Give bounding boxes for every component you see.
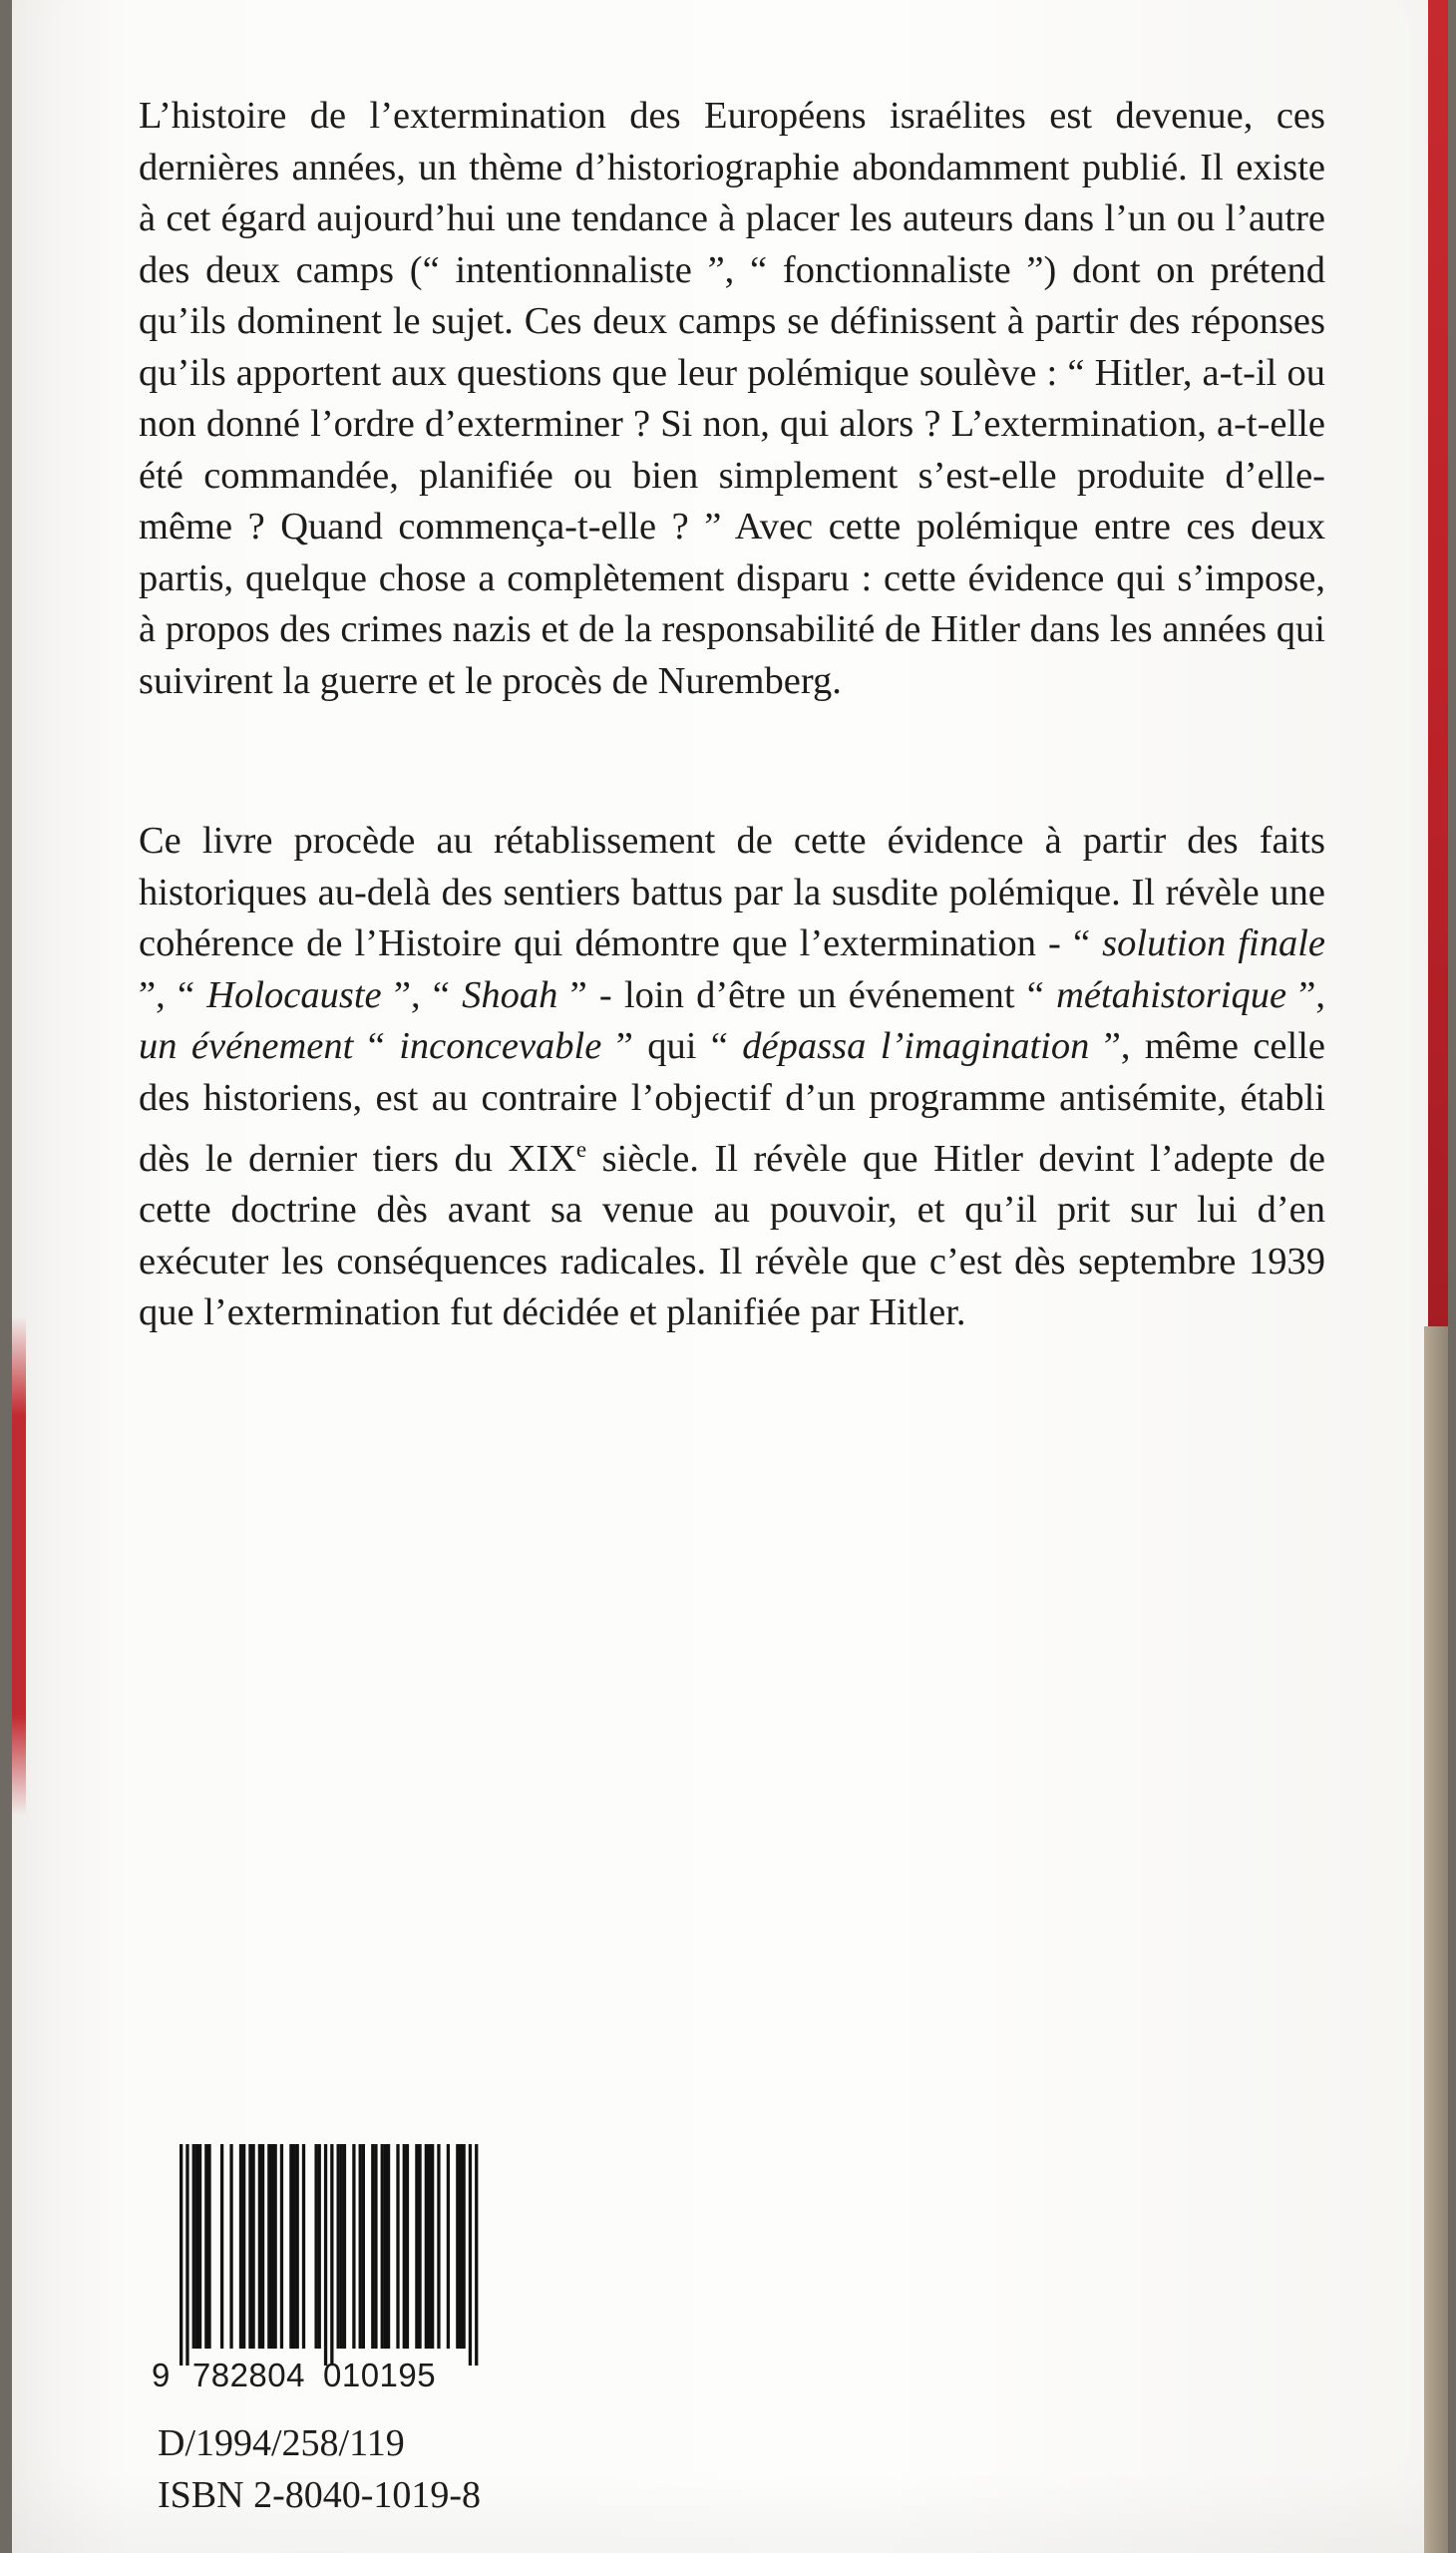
barcode-left-group: 782804 xyxy=(191,2357,305,2393)
barcode-bar xyxy=(220,2144,223,2349)
barcode-bar xyxy=(362,2144,365,2349)
barcode-guard-bar xyxy=(475,2144,478,2366)
barcode-digits xyxy=(152,2356,496,2395)
barcode-bar xyxy=(242,2144,245,2349)
cover-edge-left xyxy=(12,1316,26,1815)
barcode-lead-digit: 9 xyxy=(152,2357,171,2393)
italic-term: solution finale xyxy=(1102,922,1325,964)
barcode-bar xyxy=(459,2144,462,2349)
barcode-guard-bar xyxy=(330,2144,333,2366)
blurb-paragraph-2 xyxy=(139,816,1325,1339)
barcode-bar xyxy=(337,2144,340,2349)
text-run: ”, “ xyxy=(139,973,207,1016)
barcode-bar xyxy=(258,2144,261,2349)
barcode-bar xyxy=(431,2144,434,2349)
barcode-bar xyxy=(387,2144,390,2349)
cover-edge-red xyxy=(1428,0,1448,1326)
text-run: ”, “ xyxy=(381,973,463,1016)
barcode-bar xyxy=(428,2144,431,2349)
barcode-bar xyxy=(192,2144,195,2349)
text-run: ”, même celle des historiens, est au contraire l’objectif d’un programme antisémite, établi dès le dernier tiers du XIX xyxy=(139,1025,1325,1180)
barcode-bar xyxy=(251,2144,254,2349)
barcode-bar xyxy=(267,2144,270,2349)
barcode-bars xyxy=(154,2144,493,2366)
barcode-bar xyxy=(384,2144,387,2349)
cover-edge-spine xyxy=(1424,1326,1448,2553)
italic-term: inconcevable xyxy=(399,1025,602,1067)
barcode-bar xyxy=(261,2144,264,2349)
italic-term: métahistorique xyxy=(1056,973,1287,1016)
text-run: ” - loin d’être un événement “ xyxy=(557,973,1057,1016)
italic-term: Shoah xyxy=(462,973,558,1016)
legal-deposit-number: D/1994/258/119 xyxy=(158,2422,405,2464)
barcode-bar xyxy=(229,2144,232,2349)
barcode-bar xyxy=(463,2144,466,2349)
text-run: siècle. Il révèle que Hitler devint l’adepte de cette doctrine dès avant sa venue au pouvoir, et qu’il prit sur lui d’en exécuter les conséquences radicales. Il révèle que c’est dès septembre 1939 que l’extermination fut décidée et planifiée par Hitler. xyxy=(139,1137,1325,1334)
barcode-bar xyxy=(437,2144,440,2349)
barcode-bar xyxy=(207,2144,210,2349)
italic-term: Holocauste xyxy=(206,973,382,1016)
barcode-bar xyxy=(415,2144,418,2349)
barcode-bar xyxy=(374,2144,377,2349)
text-run: Ce livre procède au rétablissement de cette évidence à partir des faits historiques au-delà des sentiers battus par la susdite polémique. Il révèle une cohérence de l’Histoire qui démontre que l’extermination - “ xyxy=(139,820,1325,964)
barcode-bar xyxy=(406,2144,409,2349)
paragraph-text xyxy=(139,816,1325,1339)
barcode-bar xyxy=(343,2144,346,2349)
barcode-bar xyxy=(195,2144,198,2349)
italic-term: un événement xyxy=(139,1025,354,1067)
barcode-bar xyxy=(359,2144,362,2349)
barcode-bar xyxy=(456,2144,459,2349)
paragraph-text: L’histoire de l’extermination des Européens israélites est devenue, ces dernières années, un thème d’historiographie abondamment publié. Il existe à cet égard aujourd’hui une tendance à placer les auteurs dans l’un ou l’autre des deux camps (“ intentionnaliste ”, “ fonctionnaliste ”) dont on prétend qu’ils dominent le sujet. Ces deux camps se définissent à partir des réponses qu’ils apportent aux questions que leur polémique soulève : “ Hitler, a-t-il ou non donné l’ordre d’exterminer ? Si non, qui alors ? L’extermination, a-t-elle été commandée, planifiée ou bien simplement s’est-elle produite d’elle-même ? Quand commença-t-elle ? ” Avec cette polémique entre ces deux partis, quelque chose a complètement disparu : cette évidence qui s’impose, à propos des crimes nazis et de la responsabilité de Hitler dans les années qui suivirent la guerre et le procès de Nuremberg. xyxy=(139,95,1325,702)
blurb-paragraph-1 xyxy=(139,91,1325,707)
barcode-bar xyxy=(425,2144,428,2349)
barcode-guard-bar xyxy=(469,2144,472,2366)
barcode-bar xyxy=(381,2144,384,2349)
barcode-bar xyxy=(396,2144,399,2349)
barcode-bar xyxy=(302,2144,305,2349)
barcode-bar xyxy=(296,2144,299,2349)
barcode-bar xyxy=(274,2144,277,2349)
text-run: ” qui “ xyxy=(601,1025,743,1067)
superscript: e xyxy=(575,1136,587,1162)
barcode-bar xyxy=(371,2144,374,2349)
isbn-barcode xyxy=(154,2144,493,2401)
book-back-cover xyxy=(12,0,1448,2553)
isbn-number: ISBN 2-8040-1019-8 xyxy=(158,2474,482,2516)
barcode-bar xyxy=(340,2144,343,2349)
barcode-guard-bar xyxy=(180,2144,182,2366)
barcode-guard-bar xyxy=(185,2144,188,2366)
italic-term: dépassa l’imagination xyxy=(742,1025,1090,1067)
barcode-bar xyxy=(248,2144,251,2349)
barcode-bar xyxy=(352,2144,355,2349)
barcode-bar xyxy=(403,2144,406,2349)
barcode-bar xyxy=(318,2144,321,2349)
barcode-bar xyxy=(418,2144,421,2349)
barcode-bar xyxy=(280,2144,283,2349)
barcode-right-group: 010195 xyxy=(322,2357,437,2393)
barcode-bar xyxy=(292,2144,295,2349)
text-run: ”, xyxy=(1286,973,1326,1016)
barcode-bar xyxy=(270,2144,273,2349)
barcode-guard-bar xyxy=(324,2144,327,2366)
text-run: “ xyxy=(353,1025,400,1067)
barcode-bar xyxy=(289,2144,292,2349)
barcode-bar xyxy=(239,2144,242,2349)
barcode-bar xyxy=(198,2144,201,2349)
barcode-bar xyxy=(447,2144,450,2349)
barcode-bar xyxy=(314,2144,317,2349)
barcode-bar xyxy=(204,2144,207,2349)
